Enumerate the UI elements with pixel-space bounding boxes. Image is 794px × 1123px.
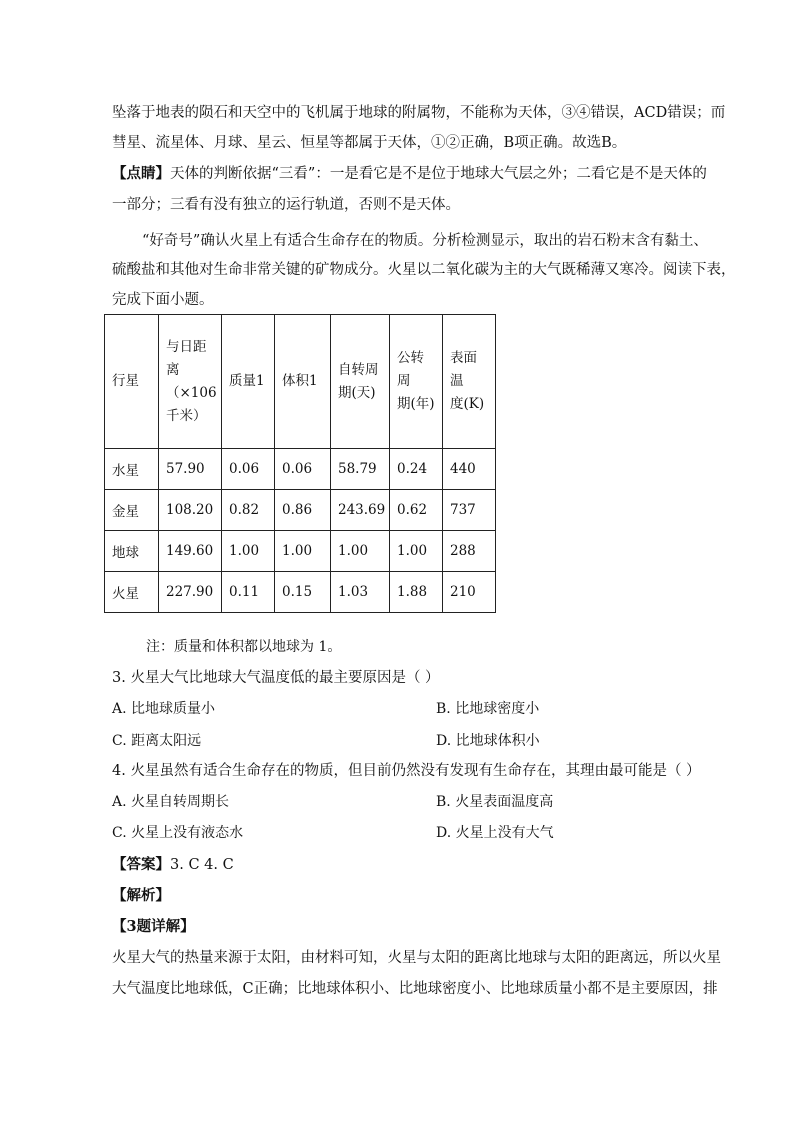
q3-detail-label: 【3题详解】 (112, 918, 195, 935)
q3-option-d: D. 比地球体积小 (436, 733, 540, 749)
q3-stem: 3. 火星大气比地球大气温度低的最主要原因是（ ） (112, 670, 440, 686)
header-distance: 与日距 离 （×106 千米） (159, 315, 222, 449)
planet-data-table (104, 314, 496, 613)
tip-line-2: 一部分；三看有没有独立的运行轨道，否则不是天体。 (112, 197, 460, 213)
analysis-line-2: 大气温度比地球低，C正确；比地球体积小、比地球密度小、比地球质量小都不是主要原因，排 (112, 981, 718, 997)
table-header-row (105, 315, 496, 449)
intro-line-2: 彗星、流星体、月球、星云、恒星等都属于天体，①②正确，B项正确。故选B。 (112, 135, 627, 151)
intro-line-1: 坠落于地表的陨石和天空中的飞机属于地球的附属物，不能称为天体，③④错误，ACD错误；而 (112, 105, 726, 121)
table-row: 水星 57.90 0.06 0.06 58.79 0.24 440 (105, 449, 496, 490)
header-temperature: 表面 温 度(K) (443, 315, 496, 449)
table-row: 金星 108.20 0.82 0.86 243.69 0.62 737 (105, 490, 496, 531)
table-note: 注：质量和体积都以地球为 1。 (146, 639, 342, 655)
header-revolution: 公转 周 期(年) (390, 315, 443, 449)
q3-option-c: C. 距离太阳远 (112, 733, 202, 749)
header-mass: 质量1 (222, 315, 275, 449)
passage-line-1: “好奇号”确认火星上有适合生命存在的物质。分析检测显示，取出的岩石粉末含有黏土、 (142, 233, 708, 249)
table-row: 地球 149.60 1.00 1.00 1.00 1.00 288 (105, 531, 496, 572)
table-row: 火星 227.90 0.11 0.15 1.03 1.88 210 (105, 572, 496, 613)
analysis-line-1: 火星大气的热量来源于太阳，由材料可知，火星与太阳的距离比地球与太阳的距离远，所以火星 (112, 950, 721, 966)
analysis-label: 【解析】 (112, 887, 170, 904)
header-planet: 行星 (105, 315, 159, 449)
q4-stem: 4. 火星虽然有适合生命存在的物质，但目前仍然没有发现有生命存在，其理由最可能是（ ） (112, 763, 701, 779)
q3-option-a: A. 比地球质量小 (112, 701, 216, 717)
passage-line-2: 硫酸盐和其他对生命非常关键的矿物成分。火星以二氧化碳为主的大气既稀薄又寒冷。阅读下表， (112, 262, 736, 278)
q3-option-b: B. 比地球密度小 (436, 701, 540, 717)
header-volume: 体积1 (275, 315, 331, 449)
q4-option-c: C. 火星上没有液态水 (112, 825, 244, 841)
q4-option-a: A. 火星自转周期长 (112, 794, 230, 810)
answer-label: 【答案】 (112, 856, 170, 873)
answer-text: 3. C 4. C (170, 857, 234, 873)
q4-option-d: D. 火星上没有大气 (436, 825, 554, 841)
tip-label: 【点睛】 (112, 165, 170, 182)
tip-line-1 (112, 164, 707, 184)
tip-text-1: 天体的判断依据“三看”：一是看它是不是位于地球大气层之外；二看它是不是天体的 (170, 166, 707, 182)
header-rotation: 自转周 期(天) (331, 315, 390, 449)
q4-option-b: B. 火星表面温度高 (436, 794, 554, 810)
passage-line-3: 完成下面小题。 (112, 292, 214, 308)
answer-line (112, 855, 234, 875)
